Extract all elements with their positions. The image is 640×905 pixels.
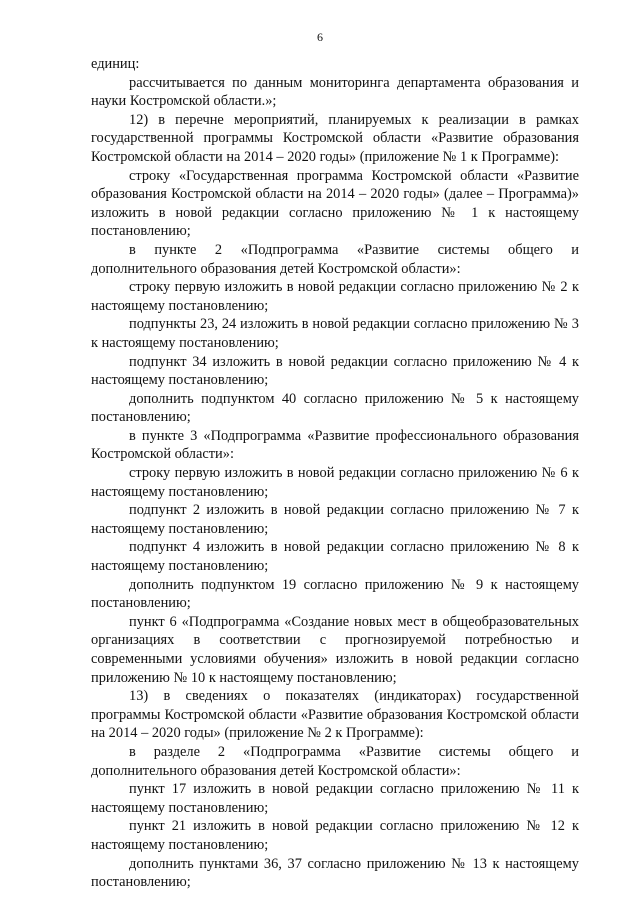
paragraph: пункт 21 изложить в новой редакции согласно приложению № 12 к настоящему постановлению; [91,818,579,853]
paragraph: 12) в перечне мероприятий, планируемых к реализации в рамках государственной программы Костромской области «Развитие образования Костромской области на 2014 – 2020 годы» (приложение № 1 к Программе): [91,111,579,165]
paragraph: подпункт 2 изложить в новой редакции согласно приложению № 7 к настоящему постановлению; [91,502,579,537]
paragraph: пункт 6 «Подпрограмма «Создание новых мест в общеобразовательных организациях в соответствии с прогнозируемой потребностью и современными условиями обучения» изложить в новой редакции согласно приложению № 10 к настоящему постановлению; [91,613,579,686]
paragraph: дополнить подпунктом 19 согласно приложению № 9 к настоящему постановлению; [91,576,579,612]
paragraph: строку первую изложить в новой редакции согласно приложению № 6 к настоящему постановлению; [91,465,579,500]
paragraph: подпункты 23, 24 изложить в новой редакции согласно приложению № 3 к настоящему постановлению; [91,316,579,351]
paragraph: в пункте 2 «Подпрограмма «Развитие системы общего и дополнительного образования детей Костромской области»: [91,241,579,277]
paragraph: в разделе 2 «Подпрограмма «Развитие системы общего и дополнительного образования детей Костромской области»: [91,743,579,779]
paragraph: строку первую изложить в новой редакции согласно приложению № 2 к настоящему постановлению; [91,279,579,314]
paragraph: 13) в сведениях о показателях (индикаторах) государственной программы Костромской области «Развитие образования Костромской области на 2014 – 2020 годы» (приложение № 2 к Программе): [91,688,579,742]
paragraph: в пункте 3 «Подпрограмма «Развитие профессионального образования Костромской области»: [91,427,579,463]
paragraph: пункт 17 изложить в новой редакции согласно приложению № 11 к настоящему постановлению; [91,781,579,816]
document-body [91,55,579,892]
paragraph: рассчитывается по данным мониторинга департамента образования и науки Костромской области.»; [91,74,579,110]
paragraph: дополнить пунктами 36, 37 согласно приложению № 13 к настоящему постановлению; [91,855,579,891]
page-number: 6 [317,30,323,44]
paragraph: строку «Государственная программа Костромской области «Развитие образования Костромской области на 2014 – 2020 годы» (далее – Программа)» изложить в новой редакции согласно приложению № 1 к настоящему постановлению; [91,167,579,240]
paragraph: подпункт 34 изложить в новой редакции согласно приложению № 4 к настоящему постановлению; [91,353,579,389]
paragraph: подпункт 4 изложить в новой редакции согласно приложению № 8 к настоящему постановлению; [91,539,579,575]
paragraph: единиц: [91,56,140,72]
paragraph: дополнить подпунктом 40 согласно приложению № 5 к настоящему постановлению; [91,390,579,426]
